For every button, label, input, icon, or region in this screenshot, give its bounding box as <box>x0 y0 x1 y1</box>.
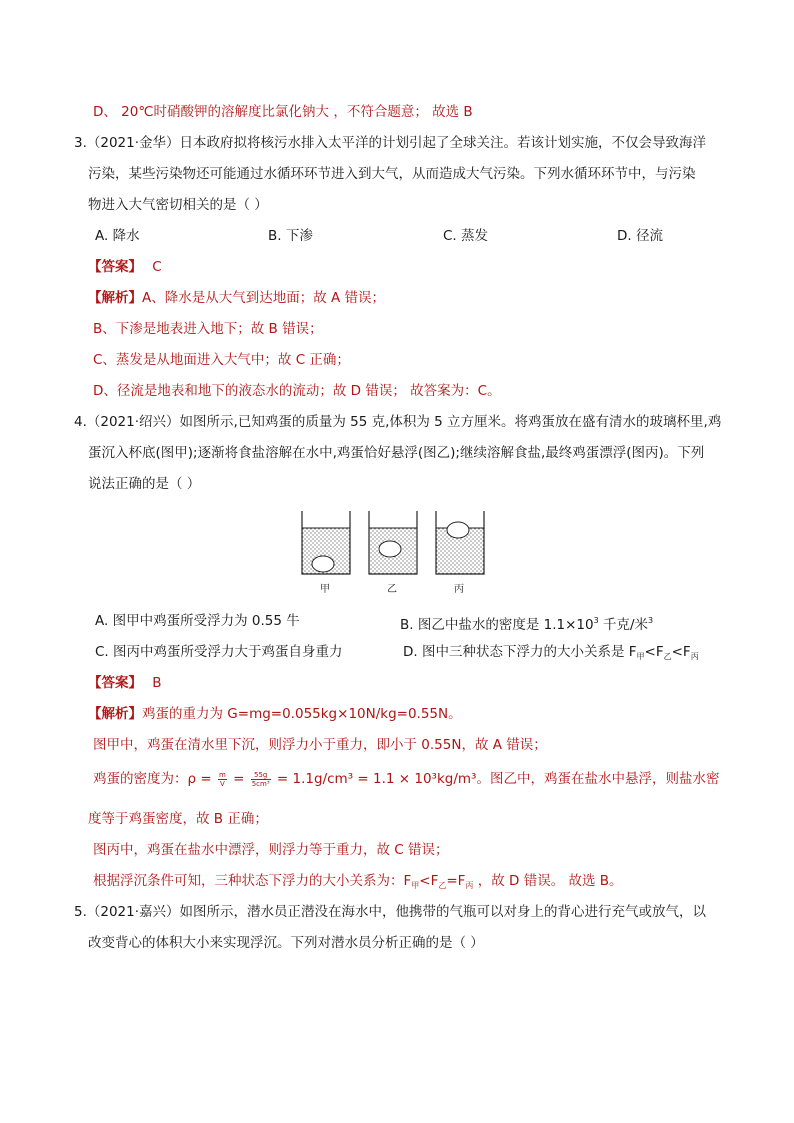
lt-sign: <F <box>419 873 439 889</box>
q3-analysis-line-4: D、径流是地表和地下的液态水的流动；故 D 错误； 故答案为：C。 <box>93 383 501 399</box>
answer-label: 【答案】 <box>88 259 142 275</box>
frac-denominator: 5cm³ <box>251 779 270 788</box>
sub-jia: 甲 <box>411 881 420 890</box>
frac-numerator: m <box>218 770 226 779</box>
q4-analysis-line-4: 度等于鸡蛋密度，故 B 正确； <box>88 811 268 827</box>
q4-analysis-line-3 <box>93 767 719 791</box>
option-b-exp: 3 <box>593 616 599 625</box>
q4-option-b <box>400 612 653 634</box>
q3-stem-line-3: 物进入大气密切相关的是（ ） <box>88 197 268 213</box>
q4-analysis-line-5: 图丙中，鸡蛋在盐水中漂浮，则浮力等于重力，故 C 错误； <box>93 842 449 858</box>
q5-stem-line-2: 改变背心的体积大小来实现浮沉。下列对潜水员分析正确的是（ ） <box>88 935 484 951</box>
q3-analysis-line-3: C、蒸发是从地面进入大气中；故 C 正确； <box>93 352 350 368</box>
figure-label-jia: 甲 <box>320 584 330 595</box>
q3-option-d: D. 径流 <box>617 228 663 244</box>
q4-analysis-line-2: 图甲中，鸡蛋在清水里下沉，则浮力小于重力，即小于 0.55N，故 A 错误； <box>93 737 547 753</box>
q3-option-c: C. 蒸发 <box>443 228 489 244</box>
option-d-lt-1: <F <box>644 644 664 660</box>
fraction-m-over-v <box>218 771 227 788</box>
q2-option-d-analysis: D、 20℃时硝酸钾的溶解度比氯化钠大 ，不符合题意； 故选 B <box>93 104 473 120</box>
sub-yi: 乙 <box>438 881 447 890</box>
q4-stem-line-2: 蛋沉入杯底(图甲);逐渐将食盐溶解在水中,鸡蛋恰好悬浮(图乙);继续溶解食盐,最终鸡蛋漂浮(图丙)。下列 <box>88 445 705 461</box>
q3-stem-line-2: 污染，某些污染物还可能通过水循环环节进入到大气，从而造成大气污染。下列水循环环节中，与污染 <box>88 166 696 182</box>
q3-answer <box>88 258 162 276</box>
answer-value: C <box>152 259 162 275</box>
analysis-label: 【解析】 <box>88 290 142 306</box>
analysis-text: A、降水是从大气到达地面；故 A 错误； <box>142 290 386 306</box>
analysis-text: 鸡蛋的重力为 G=mg=0.055kg×10N/kg=0.55N。 <box>142 706 462 722</box>
sub-bing: 丙 <box>465 881 474 890</box>
egg-floating <box>447 522 469 538</box>
q4-option-a: A. 图甲中鸡蛋所受浮力为 0.55 牛 <box>95 613 300 629</box>
q3-option-b: B. 下渗 <box>268 228 313 244</box>
egg-sunk <box>312 556 334 572</box>
analysis-label: 【解析】 <box>88 706 142 722</box>
figure-label-bing: 丙 <box>454 584 464 595</box>
egg-suspended <box>379 541 401 557</box>
q3-analysis-line-1 <box>88 289 385 307</box>
beaker-jia <box>302 511 350 574</box>
option-d-sub-jia: 甲 <box>636 652 645 661</box>
q4-answer <box>88 674 162 692</box>
q3-option-a: A. 降水 <box>95 228 140 244</box>
egg-beakers-figure <box>300 510 490 594</box>
q3-stem-line-1: 3.（2021·金华）日本政府拟将核污水排入太平洋的计划引起了全球关注。若该计划实施，不仅会导致海洋 <box>74 135 707 151</box>
q4-stem-line-1: 4.（2021·绍兴）如图所示,已知鸡蛋的质量为 55 克,体积为 5 立方厘米。将鸡蛋放在盛有清水的玻璃杯里,鸡 <box>74 414 722 430</box>
eq-sign: =F <box>446 873 466 889</box>
option-d-sub-yi: 乙 <box>663 652 672 661</box>
answer-value: B <box>152 675 162 691</box>
q4-analysis-line-1 <box>88 705 462 723</box>
option-b-unit: 千克/米 <box>598 617 649 633</box>
q4-analysis-line-6 <box>93 872 623 895</box>
q4-stem-line-3: 说法正确的是（ ） <box>88 476 201 492</box>
equals-sign: = <box>228 771 249 787</box>
beaker-yi <box>369 511 417 574</box>
q3-analysis-line-2: B、下渗是地表进入地下；故 B 错误； <box>93 321 323 337</box>
option-d-text: D. 图中三种状态下浮力的大小关系是 F <box>403 644 637 660</box>
option-d-lt-2: <F <box>671 644 691 660</box>
frac-numerator: 55g <box>251 771 271 780</box>
q4-option-d <box>403 643 699 666</box>
answer-label: 【答案】 <box>88 675 142 691</box>
beaker-bing <box>436 511 484 574</box>
option-b-text: B. 图乙中盐水的密度是 1.1×10 <box>400 617 594 633</box>
option-b-unit-exp: 3 <box>648 616 654 625</box>
analysis-6-text: 根据浮沉条件可知，三种状态下浮力的大小关系为：F <box>93 873 412 889</box>
q5-stem-line-1: 5.（2021·嘉兴）如图所示，潜水员正潜没在海水中，他携带的气瓶可以对身上的背心进行充气或放气，以 <box>74 904 707 920</box>
option-d-sub-bing: 丙 <box>690 652 699 661</box>
frac-denominator: V <box>219 779 225 788</box>
analysis-6-conclusion: ，故 D 错误。 故选 B。 <box>473 873 623 889</box>
density-label: 鸡蛋的密度为：ρ = <box>93 771 216 787</box>
figure-label-yi: 乙 <box>387 584 397 595</box>
density-result: = 1.1g/cm³ = 1.1 × 10³kg/m³。图乙中，鸡蛋在盐水中悬浮，则盐水密 <box>272 771 720 787</box>
fraction-55g-over-5cm3 <box>251 771 271 788</box>
q4-option-c: C. 图丙中鸡蛋所受浮力大于鸡蛋自身重力 <box>95 644 343 660</box>
